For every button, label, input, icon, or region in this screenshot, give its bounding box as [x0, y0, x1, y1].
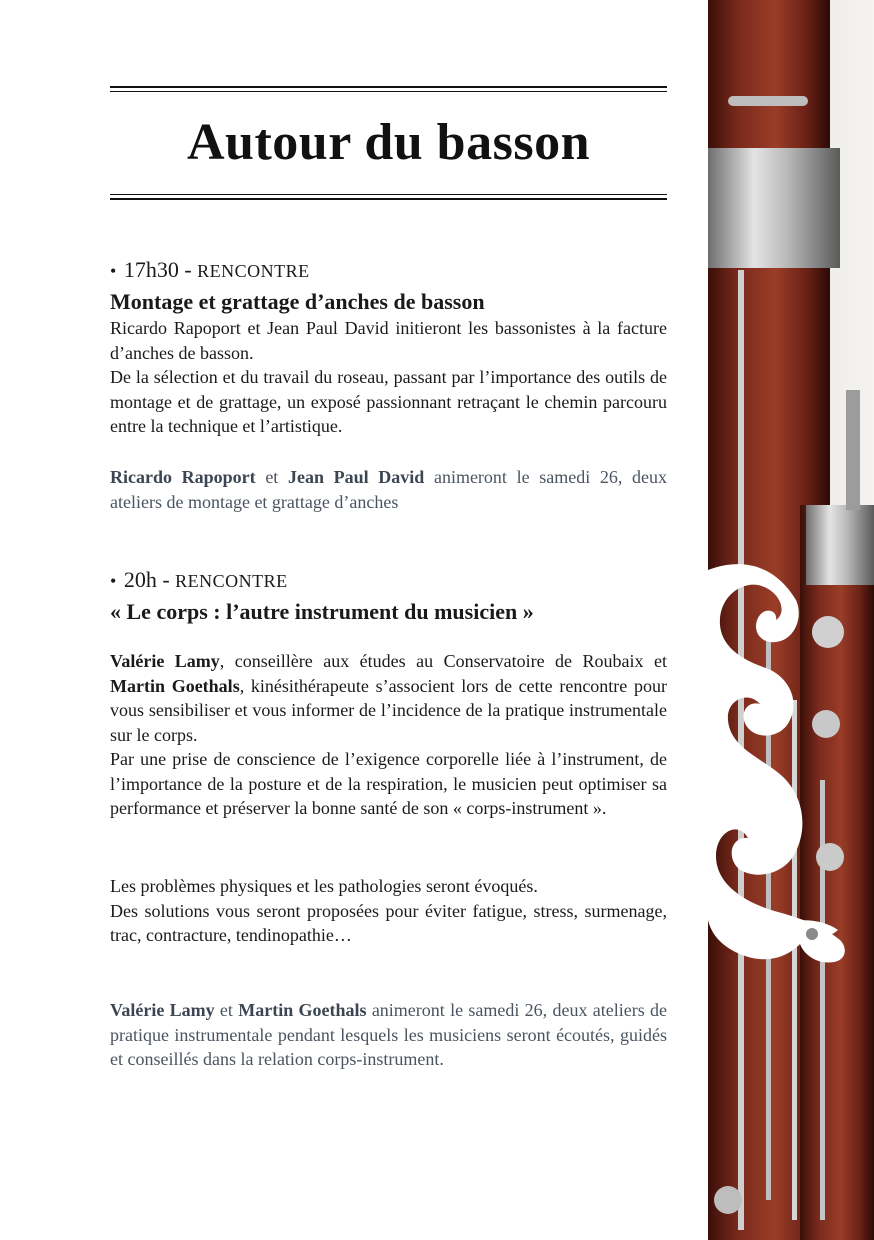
event-2-separator: - — [162, 567, 170, 592]
event-2-paragraph-3b: Des solutions vous seront proposées pour éviter fatigue, stress, surmenage, trac, contracture, tendinopathie… — [110, 900, 667, 945]
event-2-name-2: Martin Goethals — [110, 675, 240, 696]
event-2-paragraph-2: Par une prise de conscience de l’exigence corporelle liée à l’instrument, de l’importance de la posture et de la respiration, le musicien peut optimiser sa performance et préserver la bonne santé de son « corps-instrument ». — [110, 749, 667, 818]
event-2-text-1: , conseillère aux études au Conservatoire de Roubaix et — [219, 651, 667, 671]
title-rule-bottom — [110, 194, 667, 200]
event-2-paragraph-3 — [110, 874, 667, 948]
event-2-paragraph-3a: Les problèmes physiques et les pathologies seront évoqués. — [110, 876, 538, 896]
event-1-heading: Montage et grattage d’anches de basson — [110, 289, 485, 314]
event-1 — [110, 257, 667, 439]
event-1-workshop — [110, 465, 667, 514]
event-1-time: 17h30 — [123, 257, 179, 282]
workshop-2-name-1: Valérie Lamy — [110, 1000, 215, 1020]
event-2-slot — [110, 567, 667, 594]
event-1-kind: RENCONTRE — [197, 261, 310, 281]
bassoon-photo — [708, 0, 874, 1240]
bullet-icon: • — [110, 571, 117, 591]
event-2-time: 20h — [123, 567, 157, 592]
workshop-1-text: animeront le samedi 26, deux ateliers de montage et grattage d’anches — [110, 467, 667, 512]
workshop-1-and: et — [265, 467, 279, 487]
page-title: Autour du basson — [186, 114, 590, 171]
workshop-2-name-2: Martin Goethals — [238, 1000, 367, 1020]
event-1-description-2: De la sélection et du travail du roseau, passant par l’importance des outils de montage et de grattage, un exposé passionnant retraçant le chemin parcouru entre la technique et l’artistique. — [110, 367, 667, 436]
event-2-kind: RENCONTRE — [175, 571, 288, 591]
event-2-name-1: Valérie Lamy — [110, 651, 220, 671]
event-1-description: Ricardo Rapoport et Jean Paul David initieront les bassonistes à la facture d’anches de basson. — [110, 318, 667, 363]
event-2 — [110, 567, 667, 626]
event-1-slot — [110, 257, 667, 284]
bullet-icon: • — [110, 261, 117, 281]
event-2-text-2: , kinésithérapeute s’associent lors de cette rencontre pour vous sensibiliser et vous informer de l’incidence de la pratique instrumentale sur le corps. — [110, 675, 667, 745]
event-2-workshop — [110, 998, 667, 1072]
title-rule-top — [110, 86, 667, 92]
event-2-paragraph-1 — [110, 649, 667, 747]
workshop-2-text: animeront le samedi 26, deux ateliers de pratique instrumentale pendant lesquels les musiciens seront écoutés, guidés et conseillés dans la relation corps-instrument. — [110, 1000, 667, 1069]
workshop-1-name-2: Jean Paul David — [287, 467, 425, 487]
event-1-separator: - — [184, 257, 192, 282]
workshop-2-and: et — [219, 1000, 233, 1020]
workshop-1-name-1: Ricardo Rapoport — [110, 467, 256, 487]
event-2-heading: « Le corps : l’autre instrument du musicien » — [110, 599, 534, 624]
